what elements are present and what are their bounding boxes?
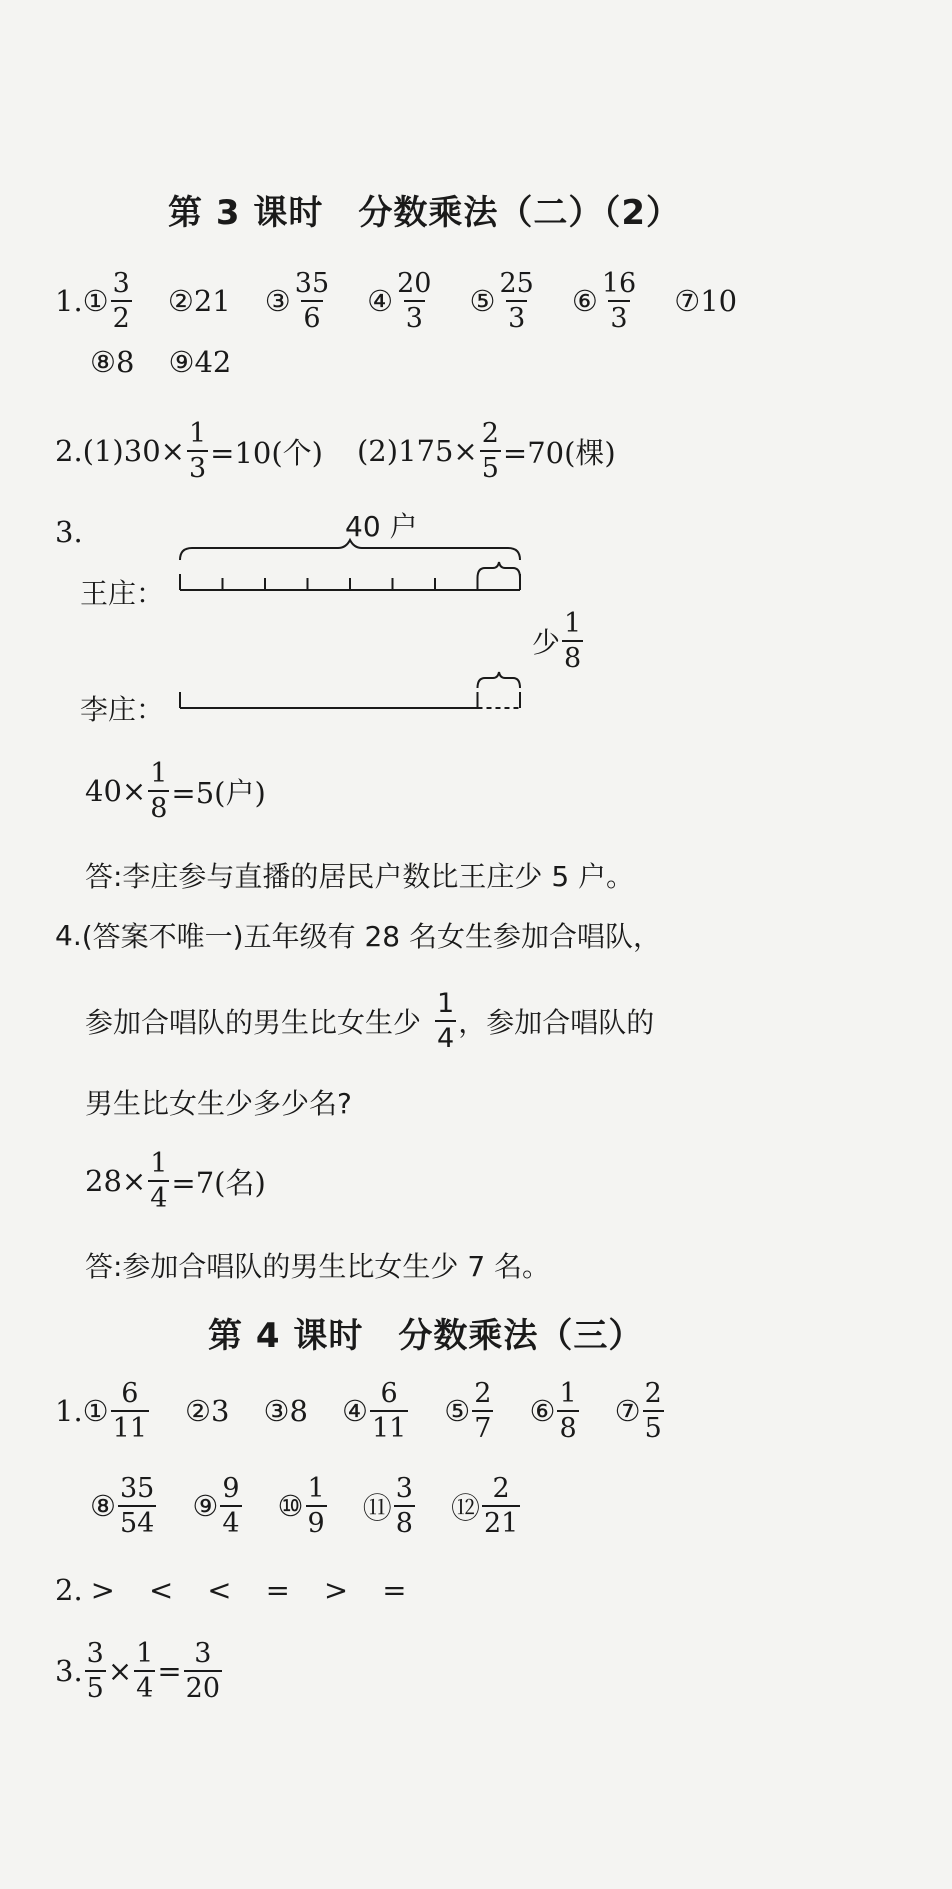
fraction: $\frac{1}{4}$ xyxy=(150,1148,168,1214)
lesson3-q4-answer: 答:参加合唱队的男生比女生少 7 名。 xyxy=(85,1250,551,1283)
fraction: $\frac{9}{4}$ xyxy=(222,1473,240,1539)
lesson4-title: 第 4 课时 分数乘法（三） xyxy=(208,1316,644,1356)
fraction: $\frac{2}{5}$ xyxy=(481,418,499,484)
fraction: $\frac{2}{5}$ xyxy=(644,1378,662,1444)
fraction: $\frac{6}{11}$ xyxy=(112,1378,148,1444)
fraction: $\frac{3}{20}$ xyxy=(185,1638,221,1704)
less-brace xyxy=(478,562,521,578)
item-label: ③ xyxy=(264,284,291,318)
fraction: $\frac{1}{3}$ xyxy=(188,418,207,484)
fraction: $\frac{1}{9}$ xyxy=(307,1473,325,1539)
lesson3-q3-number: 3. xyxy=(55,515,83,549)
fraction: $\frac{16}{3}$ xyxy=(601,268,637,334)
item-value: 10 xyxy=(700,284,738,318)
lesson4-q3: 3. $\frac{3}{5}$ × $\frac{1}{4}$ = $\frac{3}{20}$ xyxy=(55,1638,221,1704)
lizhuang-brace xyxy=(478,672,521,688)
item-label: ⑧ xyxy=(90,345,116,379)
lesson3-q4-line3: 男生比女生少多少名? xyxy=(85,1087,352,1120)
lesson3-q4-line1: 4. (答案不唯一)五年级有 28 名女生参加合唱队， xyxy=(55,918,661,953)
item-label: ① xyxy=(82,284,109,318)
lesson4-q1-row2: ⑧ $\frac{35}{54}$ ⑨ $\frac{9}{4}$ ⑩ $\frac{1}{9}$ ⑪ $\frac{3}{8}$ ⑫ $\frac{2}{21}$ xyxy=(90,1473,519,1539)
expr-text: (2)175× xyxy=(356,434,478,468)
fraction: $\frac{1}{8}$ xyxy=(150,758,168,824)
item-label: ④ xyxy=(367,284,394,318)
wangzhuang-ticks xyxy=(180,574,520,590)
item-label: ⑨ xyxy=(168,345,195,379)
segment-svg xyxy=(80,510,640,740)
fraction: $\frac{1}{4}$ xyxy=(136,1638,154,1704)
wangzhuang-label: 王庄： xyxy=(80,577,165,610)
fraction: $\frac{1}{8}$ xyxy=(559,1378,577,1444)
total-label: 40 户 xyxy=(345,510,418,543)
item-label: ⑤ xyxy=(469,284,496,318)
lesson3-q1-row1 xyxy=(55,270,737,332)
lesson3-q2 xyxy=(55,420,616,482)
fraction: $\frac{25}{3}$ xyxy=(499,268,534,334)
expr-text: =10(个) xyxy=(210,435,323,470)
item-label: ⑥ xyxy=(571,284,598,318)
lesson4-q2: 2. > < < = > = xyxy=(55,1573,407,1607)
fraction: $\frac{35}{54}$ xyxy=(120,1473,155,1539)
segment-diagram xyxy=(80,510,640,740)
item-value: 42 xyxy=(194,345,232,379)
item-value: 21 xyxy=(193,284,231,318)
lesson3-q1-row2 xyxy=(90,345,231,379)
fraction: $\frac{2}{7}$ xyxy=(474,1378,492,1444)
q-number: 2. xyxy=(55,434,83,468)
fraction: $\frac{1}{8}$ xyxy=(564,608,582,674)
lesson3-q3-answer: 答:李庄参与直播的居民户数比王庄少 5 户。 xyxy=(85,860,635,893)
fraction: $\frac{1}{4}$ xyxy=(437,988,455,1054)
fraction: $\frac{3}{2}$ xyxy=(112,268,130,334)
expr-text: =70(棵) xyxy=(502,435,616,470)
lesson3-title: 第 3 课时 分数乘法（二）（2） xyxy=(168,193,681,233)
fraction: $\frac{20}{3}$ xyxy=(397,268,432,334)
fraction: $\frac{2}{21}$ xyxy=(483,1473,519,1539)
top-brace xyxy=(180,540,520,560)
fraction: $\frac{35}{6}$ xyxy=(294,268,330,334)
lesson3-q4-calc: 28× $\frac{1}{4}$ =7(名) xyxy=(85,1148,266,1214)
item-label: ⑦ xyxy=(674,284,701,318)
fraction: $\frac{6}{11}$ xyxy=(371,1378,407,1444)
lesson3-q3-calc: 40× $\frac{1}{8}$ =5(户) xyxy=(85,758,266,824)
fraction: $\frac{3}{8}$ xyxy=(395,1473,413,1539)
item-value: 8 xyxy=(116,345,135,379)
less-label: 少 $\frac{1}{8}$ xyxy=(532,608,582,674)
item-label: ② xyxy=(167,284,194,318)
expr-text: (1)30× xyxy=(82,434,185,468)
fraction: $\frac{3}{5}$ xyxy=(86,1638,104,1704)
lizhuang-label: 李庄： xyxy=(80,693,165,726)
lesson3-q4-line2: 参加合唱队的男生比女生少 $\frac{1}{4}$ ，参加合唱队的 xyxy=(85,988,655,1054)
q-number: 1. xyxy=(55,284,83,318)
lesson4-q1-row1: 1. ① $\frac{6}{11}$ ② 3 ③ 8 ④ $\frac{6}{11}$ ⑤ $\frac{2}{7}$ ⑥ $\frac{1}{8}$ ⑦ $\frac{2}{5}$ xyxy=(55,1378,662,1444)
